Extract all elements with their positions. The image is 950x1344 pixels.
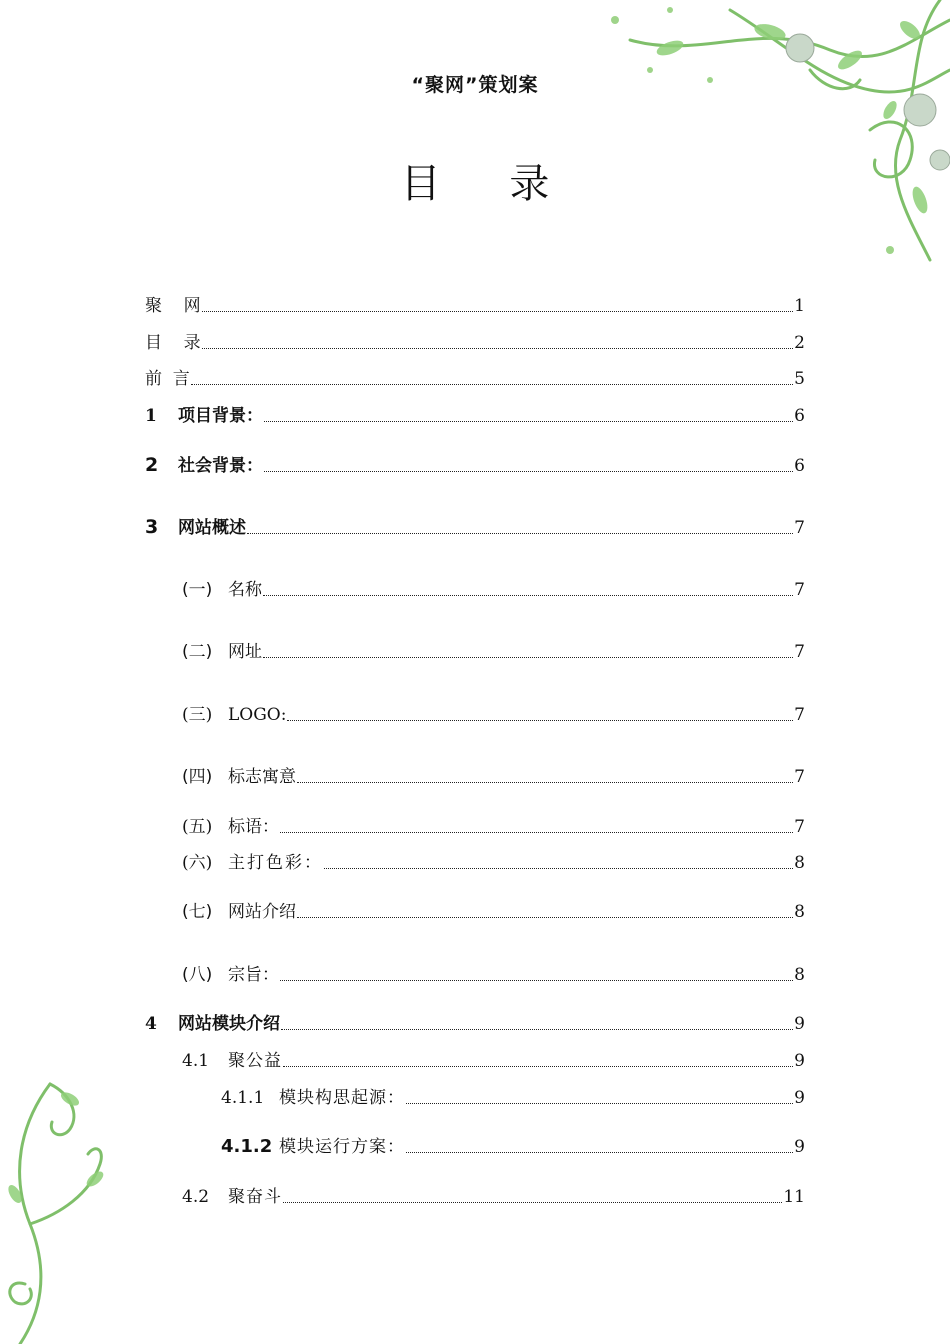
toc-leader [191,368,793,390]
toc-leader [297,901,793,923]
toc-entry[interactable] [182,964,805,986]
toc-page-number: 6 [794,456,805,476]
toc-page-number: 7 [794,580,805,600]
toc-entry-text: 网站模块介绍 [178,1014,280,1034]
toc-entry[interactable] [182,816,805,838]
toc-entry-number: (七) [182,902,213,922]
toc-entry-number: 4.1 [182,1051,210,1071]
toc-entry-text: 模块运行方案： [279,1137,405,1157]
toc-entry-number: (六) [182,853,213,873]
toc-entry[interactable] [145,295,805,317]
toc-entry[interactable] [182,704,805,726]
toc-entry-text: 标志寓意 [228,767,296,787]
toc-entry-text: 标语： [228,817,279,837]
toc-entry-text: 聚公益 [228,1051,282,1071]
toc-entry-number: (四) [182,767,213,787]
toc-entry-number: 1 [145,406,157,426]
toc-leader [283,1050,793,1072]
toc-entry-number: (二) [182,642,213,662]
toc-leader [297,766,793,788]
toc-entry-text: 前 言 [145,369,190,389]
toc-entry[interactable] [182,579,805,601]
toc-entry[interactable] [221,1087,805,1109]
toc-page-number: 7 [794,518,805,538]
toc-entry-number: 4.2 [182,1187,210,1207]
toc-page-number: 5 [794,369,805,389]
toc-page-number: 9 [794,1014,805,1034]
toc-entry[interactable] [145,332,805,354]
toc-leader [264,405,793,427]
toc-entry-number: 4 [145,1014,157,1034]
toc-page-number: 7 [794,705,805,725]
toc-leader [406,1087,793,1109]
toc-page-number: 6 [794,406,805,426]
toc-entry-text: 聚 网 [145,296,201,316]
toc-entry-number: (五) [182,817,213,837]
toc-entry[interactable] [182,641,805,663]
toc-leader [406,1136,793,1158]
toc-leader [202,332,794,354]
toc-leader [247,517,793,539]
toc-leader [280,964,793,986]
toc-page-number: 7 [794,817,805,837]
toc-entry[interactable] [182,901,805,923]
toc-entry-text: 模块构思起源： [279,1088,405,1108]
toc-page-number: 8 [794,965,805,985]
toc-entry-text: 聚奋斗 [228,1187,282,1207]
toc-entry[interactable] [145,454,805,477]
toc-leader [263,641,793,663]
toc-entry[interactable] [182,1186,805,1208]
toc-page-number: 8 [794,853,805,873]
toc-entry[interactable] [182,852,805,874]
toc-page-number: 11 [783,1187,805,1207]
toc-leader [281,1013,793,1035]
toc-page-number: 9 [794,1088,805,1108]
toc-entry-text: 名称 [228,580,262,600]
toc-entry[interactable] [145,405,805,427]
toc-leader [264,455,793,477]
toc-entry-text: 网站概述 [178,518,246,538]
toc-page-number: 2 [794,333,805,353]
toc-page-number: 8 [794,902,805,922]
toc-entry-number: 2 [145,454,159,476]
toc-page-number: 9 [794,1137,805,1157]
toc-entry[interactable] [145,368,805,390]
toc-entry-number: 4.1.1 [221,1088,265,1108]
toc-entry-number: (八) [182,965,213,985]
toc-leader [263,579,793,601]
toc-entry-number: 4.1.2 [221,1136,273,1157]
toc-entry-text: LOGO: [228,705,287,725]
toc-page-number: 9 [794,1051,805,1071]
toc-entry-text: 主打色彩： [228,853,323,873]
toc-entry-text: 网站介绍 [228,902,296,922]
toc-entry-text: 宗旨： [228,965,279,985]
toc-leader [202,295,794,317]
toc-leader [283,1186,782,1208]
toc-entry[interactable] [221,1136,805,1158]
toc-leader [280,816,793,838]
toc-entry-number: 3 [145,516,159,538]
toc-leader [324,852,793,874]
toc-entry-text: 网址 [228,642,262,662]
toc-entry-text: 目 录 [145,333,201,353]
toc-page-number: 7 [794,767,805,787]
toc-entry-number: (一) [182,580,213,600]
toc-entry[interactable] [145,1013,805,1035]
toc-entry-number: (三) [182,705,213,725]
page-title: 目 录 [400,161,578,207]
toc-entry-text: 社会背景： [178,456,263,476]
toc-page-number: 7 [794,642,805,662]
toc-page-number: 1 [794,296,805,316]
toc-entry[interactable] [182,1050,805,1072]
toc-leader [287,704,793,726]
toc-entry[interactable] [145,516,805,539]
toc-entry-text: 项目背景： [178,406,263,426]
toc-entry[interactable] [182,766,805,788]
document-header: “聚网”策划案 [411,74,539,96]
